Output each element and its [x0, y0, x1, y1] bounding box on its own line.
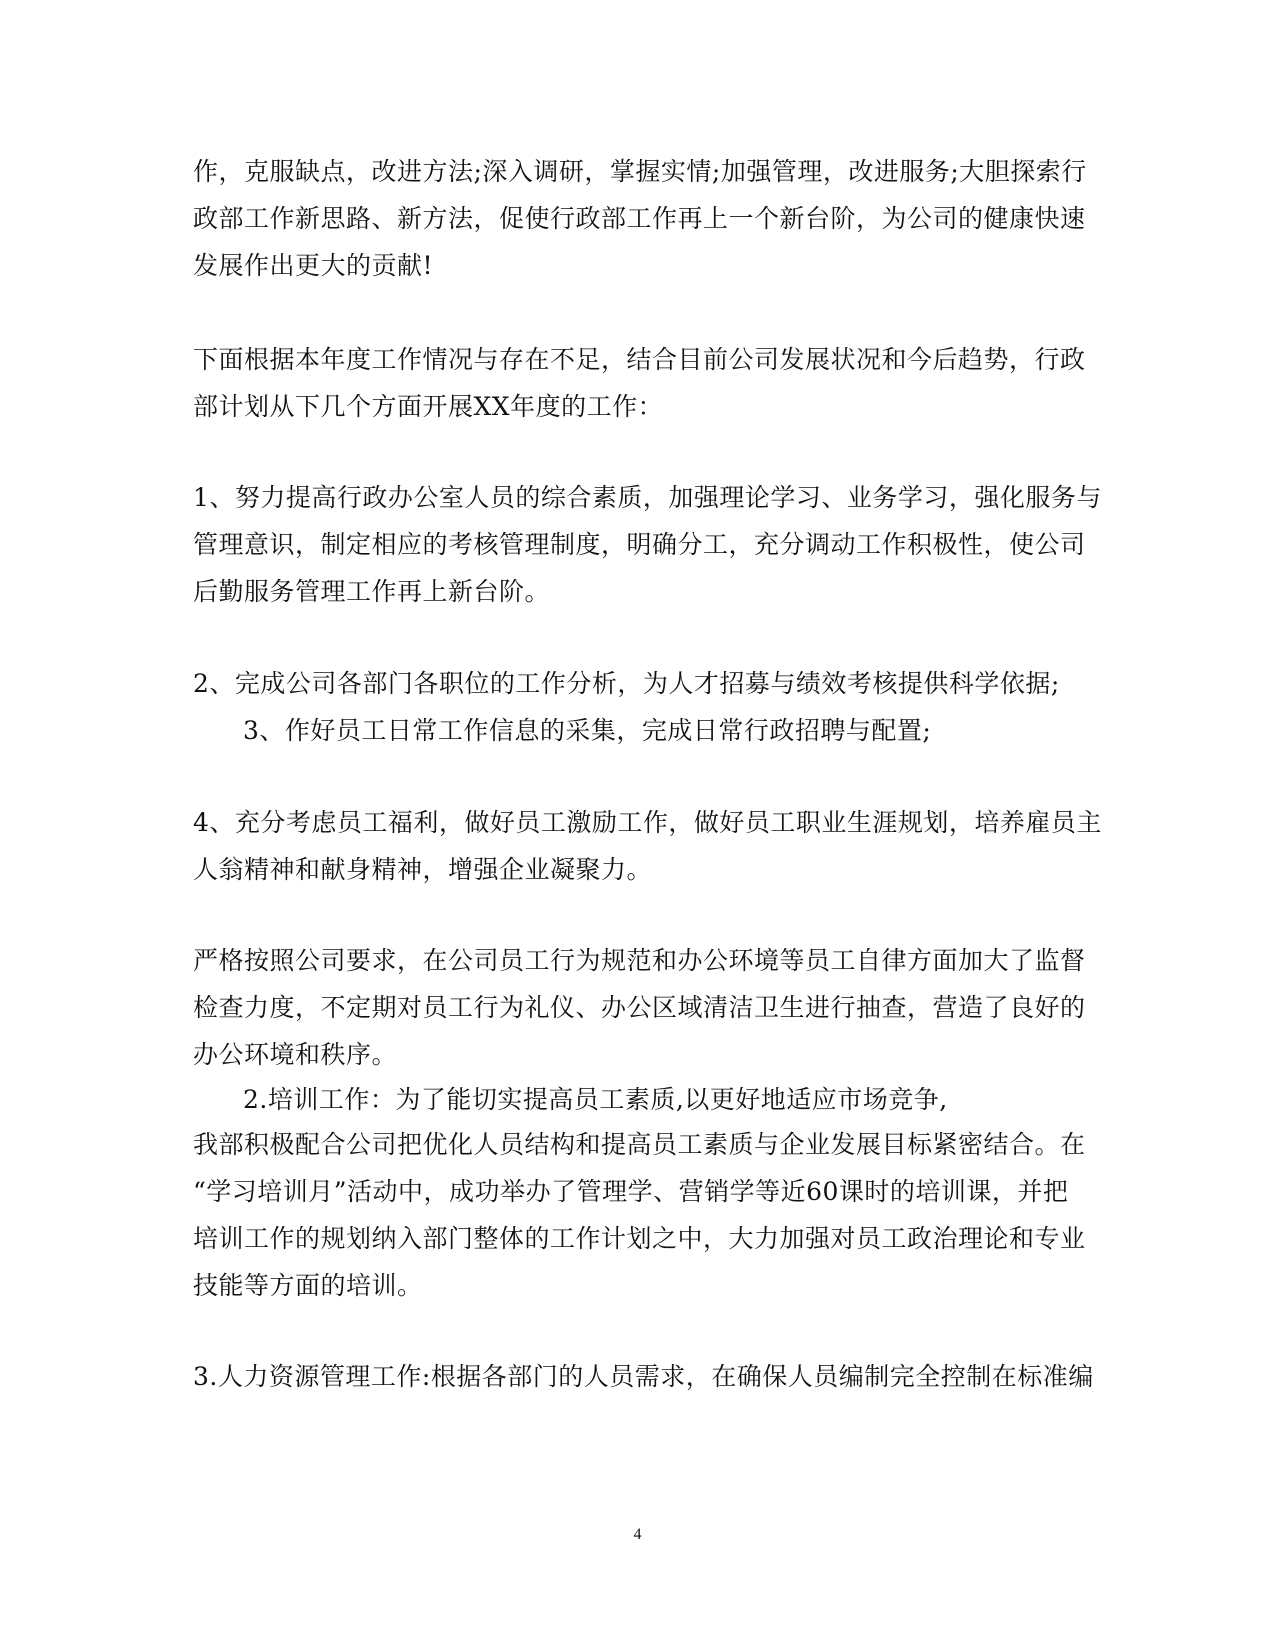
- text-line: 严格按照公司要求，在公司员工行为规范和办公环境等员工自律方面加大了监督: [193, 946, 1086, 975]
- text-line: 1、努力提高行政办公室人员的综合素质，加强理论学习、业务学习，强化服务与: [193, 483, 1102, 512]
- text-line: 办公环境和秩序。: [193, 1040, 398, 1069]
- text-line: 4、充分考虑员工福利，做好员工激励工作，做好员工职业生涯规划，培养雇员主: [193, 808, 1102, 837]
- text-line: 管理意识，制定相应的考核管理制度，明确分工，充分调动工作积极性，使公司: [193, 530, 1086, 559]
- text-line: 后勤服务管理工作再上新台阶。: [193, 577, 551, 606]
- text-line: 3.人力资源管理工作:根据各部门的人员需求，在确保人员编制完全控制在标准编: [193, 1362, 1094, 1391]
- text-line: 部计划从下几个方面开展XX年度的工作：: [193, 392, 664, 421]
- text-line: 2、完成公司各部门各职位的工作分析，为人才招募与绩效考核提供科学依据;: [193, 669, 1060, 698]
- text-line: 技能等方面的培训。: [193, 1271, 423, 1300]
- text-line: 发展作出更大的贡献!: [193, 251, 434, 280]
- page-number: 4: [633, 1526, 642, 1543]
- text-line: 2.培训工作：为了能切实提高员工素质,以更好地适应市场竞争,: [243, 1085, 948, 1114]
- text-line: 作，克服缺点，改进方法;深入调研，掌握实情;加强管理，改进服务;大胆探索行: [193, 157, 1087, 186]
- text-line: 人翁精神和献身精神，增强企业凝聚力。: [193, 855, 653, 884]
- text-line: 3、作好员工日常工作信息的采集，完成日常行政招聘与配置;: [243, 716, 932, 745]
- text-line: 检查力度，不定期对员工行为礼仪、办公区域清洁卫生进行抽查，营造了良好的: [193, 993, 1086, 1022]
- text-line: 下面根据本年度工作情况与存在不足，结合目前公司发展状况和今后趋势，行政: [193, 345, 1086, 374]
- text-line: 政部工作新思路、新方法，促使行政部工作再上一个新台阶，为公司的健康快速: [193, 204, 1086, 233]
- text-line: 我部积极配合公司把优化人员结构和提高员工素质与企业发展目标紧密结合。在: [193, 1130, 1086, 1159]
- text-line: “学习培训月”活动中，成功举办了管理学、营销学等近60课时的培训课，并把: [193, 1177, 1069, 1206]
- text-line: 培训工作的规划纳入部门整体的工作计划之中，大力加强对员工政治理论和专业: [193, 1224, 1086, 1253]
